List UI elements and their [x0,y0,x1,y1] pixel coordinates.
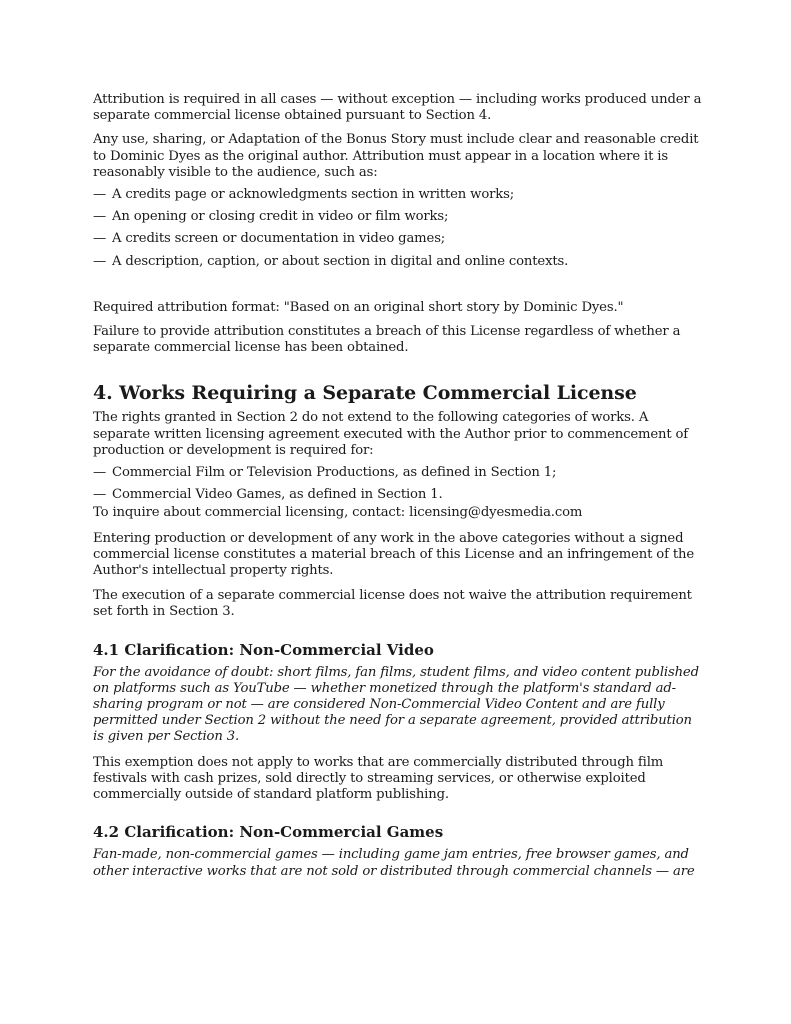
list-item [93,254,705,270]
list-item [93,209,705,225]
attribution-format: Required attribution format: "Based on an original short story by Dominic Dyes." [93,299,624,315]
list-item [93,231,705,247]
list-item [93,187,705,203]
list-item-text: A credits page or acknowledgments section in written works; [112,187,515,203]
bullet-dash: — [93,209,107,225]
section-4-1-exemption: This exemption does not apply to works that are commercially distributed through film festivals with cash prizes, sold directly to streaming services, or otherwise exploited commercially outside of standard platform publishing. [93,754,664,803]
attribution-failure: Failure to provide attribution constitutes a breach of this License regardless of whether a separate commercial license has been obtained. [93,324,681,356]
section-4-1-heading: 4.1 Clarification: Non-Commercial Video [93,640,434,659]
bullet-dash: — [93,231,107,247]
list-item-text: A credits screen or documentation in video games; [112,231,446,247]
section-4-breach: Entering production or development of any work in the above categories without a signed commercial license constitutes a material breach of this License and an infringement of the Author's intellectual property rights. [93,530,695,579]
section-4-2-italic: Fan-made, non-commercial games — including game jam entries, free browser games, and other interactive works that are not sold or distributed through commercial channels — are [93,847,695,879]
list-item [93,487,705,503]
document-page [93,92,705,880]
list-item [93,465,705,481]
section-4-waiver: The execution of a separate commercial license does not waive the attribution requirement set forth in Section 3. [93,588,692,620]
licensing-contact: To inquire about commercial licensing, contact: licensing@dyesmedia.com [93,505,583,521]
commercial-bullet-list [93,465,705,503]
list-item-text: A description, caption, or about section in digital and online contexts. [112,253,569,269]
attribution-paragraph-1: Attribution is required in all cases — without exception — including works produced under a separate commercial license obtained pursuant to Section 4. [93,92,702,124]
section-4-heading: 4. Works Requiring a Separate Commercial License [93,382,637,405]
bullet-dash: — [93,253,107,269]
attribution-bullet-list [93,187,705,270]
list-item-text: Commercial Video Games, as defined in Section 1. [112,487,443,503]
list-item-text: An opening or closing credit in video or film works; [112,209,449,225]
section-4-2-heading: 4.2 Clarification: Non-Commercial Games [93,823,444,842]
bullet-dash: — [93,465,107,481]
section-4-1-italic: For the avoidance of doubt: short films, fan films, student films, and video content published on platforms such as YouTube — whether monetized through the platform's standard ad-sharing program or not — are considered Non-Commercial Video Content and are fully permitted under Section 2 without the need for a separate agreement, provided attribution is given per Section 3. [93,664,699,745]
bullet-dash: — [93,187,107,203]
section-4-intro: The rights granted in Section 2 do not extend to the following categories of works. A separate written licensing agreement executed with the Author prior to commencement of production or development is required for: [93,410,689,458]
bullet-dash: — [93,487,107,503]
attribution-paragraph-2: Any use, sharing, or Adaptation of the Bonus Story must include clear and reasonable credit to Dominic Dyes as the original author. Attribution must appear in a location where it is reasonably visible to the audience, such as: [93,132,699,180]
list-item-text: Commercial Film or Television Productions, as defined in Section 1; [112,465,557,481]
